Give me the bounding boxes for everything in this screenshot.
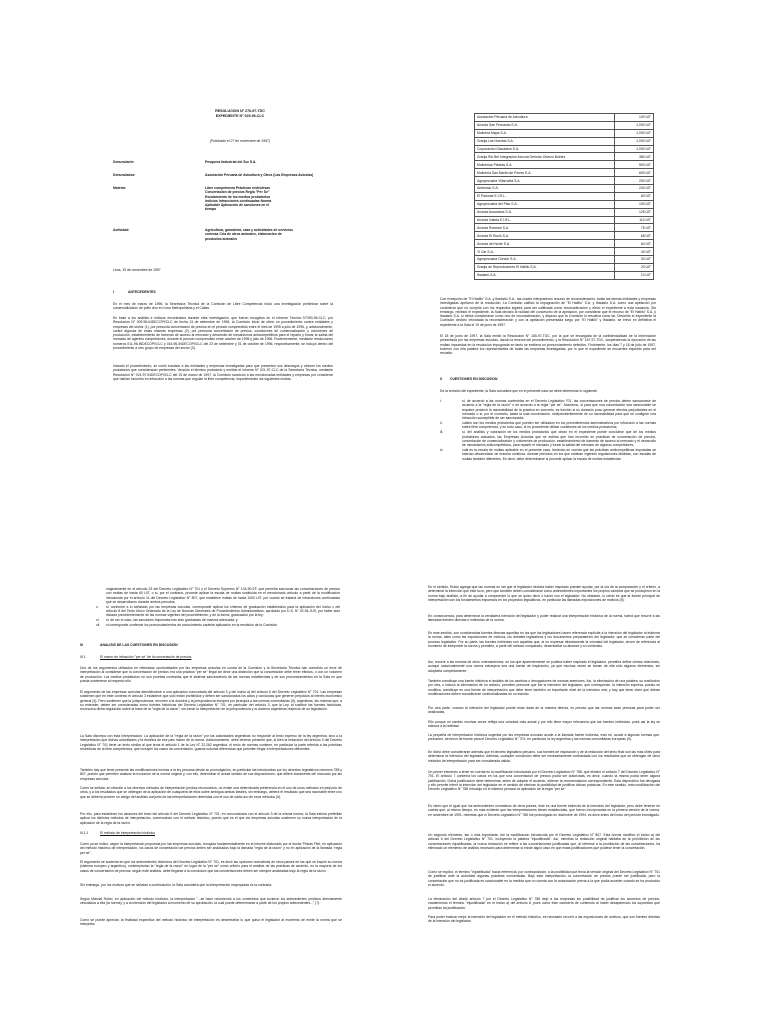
continuation-item-text: si, de ser el caso, las sanciones impuestas han sido graduadas de manera adecuada; y (106, 618, 238, 623)
continuation-item (96, 587, 340, 604)
right-paragraph-7: Ello porque un cambio muchas veces refleja una voluntad más actual y por ello tiene mayor relevancia que las fuentes indirectas, pues así la ley se adecua a la realidad. (428, 720, 660, 729)
fine-amount-cell: 125 UIT (615, 208, 654, 216)
historico-paragraph-1: Como ya se indicó, según la interpretación propuesta por las empresas avícolas, recogida fundamentalmente en el informe elaborado por el doctor Pinkas Flint, en aplicación del método histórico de interpretación, los casos de concertación de precios deben ser analizados bajo la llamada "regla de la razón" y no en aplicación de la llamada "regla per se". (80, 842, 342, 855)
cuestion-item (440, 430, 656, 447)
continuation-item-number: v. (96, 604, 99, 609)
fine-amount-cell: 68 UIT (615, 232, 654, 240)
fines-table-row (475, 256, 654, 264)
analisis-paragraph-4: También hay que tener presente las modificaciones hechas a la ley peruana desde su promulgación, en particular las introducidas por los decretos legislativos números 788 y 807, puesto que permiten analizar la evolución de la norma original y, con ello, determinar el actual sentido de sus disposiciones, que difiere claramente del invocado por las empresas avícolas. (80, 768, 342, 781)
fines-table-row (475, 145, 654, 153)
right-paragraph-2: En consecuencia, para determinar la verdadera intención del legislador y poder realizar una interpretación histórica de la norma, habrá que recurrir a las llamadas fuentes directas e indirectas de la norma. (428, 614, 660, 623)
fines-table-row (475, 169, 654, 177)
info-value-denunciante: Pesquera Industrial del Sur S.A. (205, 160, 257, 164)
company-name-cell: Avícola del Norte S.A. (475, 240, 615, 248)
right-paragraph-3: En este sentido, son consideradas fuentes directas aquellas en las que los legisladores hacen referencia explícita a la intención del legislador al elaborar la norma, tales como las exposiciones de motivos, los debates legislativos y los documentos preparatorios del legislador, que se consideran parte del proceso legislativo. Por su parte, las fuentes indirectas son aquellas que, al no expresar directamente la voluntad del legislador, sirven de referencia al momento de interpretar la norma y permiten, a partir del método comparado, desentrañar su alcance y su contenido. (428, 631, 660, 648)
fines-table-row (475, 129, 654, 137)
fine-amount-cell: 200 UIT (615, 177, 654, 185)
company-name-cell: Granja Rio Bel Integración Avícola Germán Orbezo Bulnes (475, 153, 615, 161)
company-name-cell: Agropecuaria Cóndor S.A. (475, 256, 615, 264)
right-paragraph-11: Es cierto que el igual que los antecedentes normativos de otros países, éste es una fuente indirecta de la intención del legislador, pero debe tenerse en cuenta que, al mismo tiempo, es más evidente que las interpretaciones tienen establecidas, que fueron incorporadas en la primera versión de la norma, en noviembre de 1991, mientras que el Decreto Legislativo N° 788 fue promulgado en diciembre de 1994, es decir antes del inicio del periodo investigado. (428, 804, 660, 817)
section-number-antecedentes: I (113, 290, 114, 294)
company-name-cell: Ambrosio S.A. (475, 185, 615, 193)
continuation-item-text: si corresponde confirmar los pronunciamientos de conocimiento cautelar aplicación en la emulsión de la Comisión. (106, 623, 279, 628)
cuestion-item-text: cuál es la escala de multas aplicable en el presente caso, teniendo en cuenta que las prácticas anticompetitivas imputadas se habrían desarrollado de manera continua, durante períodos en los que estaban vigentes regulaciones distintas, con escalas de multas también diferentes. Es decir, debe determinarse si procede aplicar la escala de multas establecida (462, 448, 656, 461)
company-name-cell: Molinera Mapa S.A. (475, 129, 615, 137)
cuestion-item-number: iv. (440, 448, 444, 453)
company-name-cell: Agropecuaria del Pilar S.A. (475, 200, 615, 208)
cuestion-item-text: si, de acuerdo a las normas contenidas en el Decreto Legislativo 701, las concertaciones de precios deben sancionarse de acuerdo a la "regla de la razón" o de acuerdo a la regla "per se". Asimismo, si para que una concertación sea sancionable se requiere producir la razonabilidad de la práctica en concreto, es función si su duración puso generar efectos perjudiciales en el mercado o si, por el contrario, basta la sola concertación, independientemente de su razonabilidad para que se configure una infracción susceptible de ser sancionada; (462, 399, 656, 421)
right-paragraph-6: Por otra parte, cuando la intención del legislador puede estar dada de la manera directa, es preciso que las normas sean precisas para poder ser analizadas. (428, 706, 660, 715)
company-name-cell: Granja de Reproductores El Hatillo S.A. (475, 263, 615, 271)
fines-table-row (475, 114, 654, 122)
company-name-cell: Granja Las Huertas S.A. (475, 137, 615, 145)
info-label-materia: Materia: (113, 186, 127, 190)
analisis-paragraph-6: Por ello, para establecer los alcances del texto del artículo 6 del Decreto Legislativo N° 701, en concordancia con el artículo 3 de la misma norma, la Sala estima preferible aplicar los distintos métodos de interpretación, comenzando con el método histórico, puesto que es el que los empresas avícolas sostienen su nueva interpretación de la aplicación de la regla de la razón. (80, 812, 342, 825)
fine-amount-cell: 60 UIT (615, 192, 654, 200)
info-label-denunciante: Denunciante: (113, 160, 135, 164)
company-name-cell: Avícola Rosman S.A. (475, 224, 615, 232)
fines-table-row (475, 192, 654, 200)
fines-table-row (475, 161, 654, 169)
right-paragraph-15: Para poder evaluar mejor la intención del legislador en el método histórico, es necesario recurrir a las exposiciones de motivos, que son fuentes directas de la intención del legislador. (428, 915, 660, 924)
fine-amount-cell: 10 UIT (615, 271, 654, 279)
analisis-paragraph-5: Como se señala, en relación a los diversos métodos de interpretación jurídica reconocidos, no existe una determinada preferencia en el uso de unos métodos en perjuicio de otros, y a los resultados que se obtengan de la aplicación de cualquiera de ellos sobre ambigua ambas ideales, sin embargo, deberá el resultado que sea razonable entre uno que se debería proveer un abrigo del análisis conjunto de las interpretaciones obtenidas con el uso de cada uno de esos métodos (6). (80, 786, 343, 799)
right-paragraph-5: También constituye una fuente histórica el análisis de los cambios o derogaciones de normas anteriores. Así, la eliminación de una palabra, su sustitución por otra, o incluso la eliminación de un artículo, permiten presumir que fue la intención del legislador, que corresponde, la intención expresa, puesto se modifica, constituye en una fuente de interpretación que debe tener también un importante nivel de la intención real, y hay que tener claro que dichas modificaciones deben considerarse contextualizadas en su estudio. (428, 679, 660, 696)
right-paragraph-12: Un segundo elemento, tan o más importante, fue la modificación introducida por el Decreto Legislativo N° 807. Esta norma modificó el inciso a) del artículo 6 del Decreto Legislativo N° 701, incluyendo la palabra "injustificada". Así, mientras la redacción original hablaba de la prohibición de las concertaciones injustificadas, la nueva redacción se refiere a las concertaciones justificadas que, al referirse a la prohibición de las concertaciones, ha eliminado un elemento de análisis necesario para determinar si existe algún caso en que estas justificaciones que pudiese tener la concertación. (428, 833, 660, 850)
cuestion-item (440, 399, 656, 420)
info-value-actividad: Agricultura, ganadería, caza y actividades de servicios conexas Cría de otros animales, elaboración de productos animales (205, 228, 294, 241)
fines-table-row (475, 153, 654, 161)
company-name-cell: Avícola Galeta E.I.R.L. (475, 216, 615, 224)
fine-amount-cell: 40 UIT (615, 248, 654, 256)
subsection-number-1-1: III.1.1 (80, 831, 89, 835)
company-name-cell: Agropecuaria Villarrubia S.A. (475, 177, 615, 185)
fines-table-row (475, 271, 654, 279)
cuestion-item (440, 448, 656, 461)
company-name-cell: Avícola San Fernando S.A. (475, 121, 615, 129)
cuestion-item-number: ii. (440, 421, 443, 426)
company-name-cell: Asociación Peruana de Avicultura (475, 114, 615, 122)
right-paragraph-9: En dicho debe considerarse además que el decreto legislativo peruano, sus fuentes de inspiración y de la redacción del texto final son las más útiles para determinar la intención del legislador. Además, cualquier conclusión debe ser necesariamente contrastada con los resultados que se obtengan de otros métodos de interpretación para ser considerada válida. (428, 750, 660, 763)
suspension-paragraph: El 18 de junio de 1997, la Sala emitió la Resolución N° 165-97-TDC, por la que se encargaba de la confidencialidad de la información presentada por las empresas avícolas, dando la reserva del procedimiento, y la Resolución N° 167-97-TDC, suspendiendo la ejecución de las multas impuestas en la resolución impugnada en tanto se emitiera un pronunciamiento definitivo. Finalmente, los días 7 y 16 de julio de 1997, tuvieron con ella palabra los representantes de todas las empresas investigadas, por lo que el expediente se encuentra expedito para ser resuelto. (440, 334, 656, 356)
fines-table-row (475, 248, 654, 256)
fines-table-row (475, 224, 654, 232)
info-value-denunciados: Asociación Peruana de Avicultura y Otros (Las Empresas Avícolas) (205, 173, 314, 177)
cuestiones-list (440, 399, 656, 461)
company-name-cell: Avícola El Roció S.A. (475, 232, 615, 240)
historico-paragraph-4: Según Marcial Rubio, en aplicación del método histórico, la interpretación "...se hace recurriendo a los contenidos que tuvieron los antecedentes jurídicos directamente vinculados a ella (la norma), y a la intención del legislador al momento de su aprobación, la cual puede determinarse a partir de los propios antecedentes..." (7). (80, 897, 342, 906)
subsection-number-1: III.1 (80, 655, 86, 659)
fines-table-row (475, 240, 654, 248)
fine-amount-cell: 75 UIT (615, 224, 654, 232)
info-label-actividad: Actividad: (113, 228, 130, 232)
continuation-item (96, 623, 340, 627)
section-title-cuestiones: CUESTIONES EN DISCUSION (450, 377, 498, 381)
fines-table-row (475, 121, 654, 129)
company-name-cell: Avícola Asociados S.A. (475, 208, 615, 216)
continuation-item-number (96, 587, 106, 604)
company-name-cell: Ibadarlo S.A. (475, 271, 615, 279)
company-name-cell: Molinerías Piedras S.A. (475, 161, 615, 169)
cuestion-item-text: si, del análisis y valoración de los medios probatorios que obran en el expediente puede concluirse que de los medios probatorios actuados, las Empresas Avícolas que se estima que han incurrido en prácticas de concertación de precios, concertación de comercialización y volúmenes de producción, establecimiento de barreras de acceso al mercado y el desarrollo de mecanismos anticompetitivos, para repartir el mercado y forzar la salida del mercado de algunos competidores; (462, 430, 656, 448)
cuestion-item-text: cuáles son los medios probatorios que pueden ser utilizados en los procedimientos administrativos por infracción a las normas sobre libre competencia, y en todo caso, si es procedente utilizar cuestiones de los medios probatorios; (462, 421, 656, 430)
continuation-item-text: si, conforme a lo señalado por las empresas avícolas, corresponde aplicar los criterios de graduación establecidos para la aplicación del inciso c del artículo 8 del Texto Único Ordenado de la Ley de Normas Generales de Procedimientos Administrativos, aprobado por D.S. N° 02-94-JUS, por haber sido dictada precedentemente de las normas vigentes del procedimiento, y de la forma, graduación por la ley; (106, 604, 340, 618)
cuestiones-intro: De la revisión del expediente, la Sala considera que en el presente caso se debe determinar lo siguiente: (440, 389, 598, 393)
analisis-paragraph-1: Uno de los argumentos utilizados en reiteradas oportunidades por las empresas avícolas en contra de la Comisión y la Secretaría Técnica han cometido un error de interpretación al considerar que la concertación de precios era una práctica "per se" ilegal sin decir una distinción que la concertación debe tener efectos, o con un volumen de producción. Los medios probatorios no son pruebas contrarias que el sistema sancionatorio de las normas establecidas y de sus pronunciamientos en la Sala en que pueda sostenerse al respecto ello. (80, 666, 342, 683)
subsection-title-1: El marco de infracción "per se" de la concertación de precios (100, 655, 192, 659)
fines-table-row (475, 263, 654, 271)
fine-amount-cell: 100 UIT (615, 114, 654, 122)
right-paragraph-1: En el sentido, Rubio agrega que las normas en las que el legislador declara haber inspirado pueden ayudar, por la vía de la comparación y el criterio, a determinar la intención que éste tuvo; pero que también deben considerarse como antecedentes importantes los propios cambios que se produjeron en la norma bajo análisis, a fin de ayudar a comprender lo que se quiso decir o hacer con el legislador. No obstante, lo cierto es que la fuente principal de interpretación son los fundamentos expuestos en los proyectos legislativos, en particular las llamadas exposiciones de motivos (8). (428, 585, 660, 602)
info-value-materia: Libre competencia Prácticas restrictivas Concertación de precios Regla "Per Se" Escalamiento de los medios probatorios Indicios Infracciones continuadas Norma Aplicable Aplicación de sanciones en el tiempo (205, 186, 272, 212)
continuation-item-text: originalmente en el artículo 23 del Decreto Legislativo N° 701 y el Decreto Supremo N° 134-90-EF, que permitía sancionar las concertaciones de precios con multas de hasta 60 UIT, o si, por el contrario, procede aplicar la escala de multas sustituida en el mencionado artículo a partir de la modificación introducida por el artículo 11 del Decreto Legislativo N° 807, que establece multas de hasta 1000 UIT, por cuanto se trataría de infracciones continuadas que se desarrollaron durante ambos periodos; (106, 587, 340, 604)
fines-table-row (475, 216, 654, 224)
historico-paragraph-2: El argumento se sustenta en que los antecedentes históricos del Decreto Legislativo N° 701, es decir las opciones normativas de otros países en las que se inspiró su norma (sistema europeo y argentino), contemplarían la "regla de la razón" en lugar de la "per se" como criterio para el análisis de las prácticas de acuerdo, en la mayoría de los casos de concertación de precios; según este análisis, debe llegarse a la conclusión que las concertaciones deben ser siempre analizadas bajo la regla de la razón. (80, 860, 342, 873)
analisis-paragraph-3: La Sala discrepa con esta interpretación. La aplicación de la "regla de la razón" por las autoridades argentinas no responde al texto expreso de la ley argentina, sino a la interpretación que dichas autoridades y la doctrina de ese país hacen de la norma. Adicionalmente, debe tenerse presente que, si bien la redacción del artículo 3 del Decreto Legislativo N° 701 tiene un texto similar al que tenía el artículo 1 de la Ley N° 22.262 argentina, el resto de normas contiene, en particular la parte referida a las prácticas restrictivas de la libre competencia, que incluyen los casos de concertación, guarda notorias diferencias que permiten llegar a interpretaciones diferentes. (80, 734, 342, 751)
fines-table-row (475, 200, 654, 208)
fines-table-row (475, 177, 654, 185)
company-name-cell: El Palomar E.I.R.L. (475, 192, 615, 200)
section-title-analisis: ANALISIS DE LAS CUESTIONES EN DISCUSION (100, 643, 178, 647)
historico-paragraph-3: Sin embargo, por los motivos que se señalan a continuación, la Sala considera que la interpretación inapropiada es la contraria. (80, 883, 273, 887)
right-paragraph-13: Como se explicó, el término "injustificada" hacía referencia, por contraposición, a la posibilidad que tenía la versión original del Decreto Legislativo N° 701 de justificar ante la autoridad algunas prácticas concertadas. Bajo esta interpretación, la concertación de precios puede ser justificada, pero la concertación que no es justificada es sancionable en la medida que no cuenta con la autorización previa a la que podía acceder cuando se ha producido el acuerdo. (428, 870, 660, 887)
company-name-cell: Molinería San Martín de Porres S.A. (475, 169, 615, 177)
fine-amount-cell: 384 UIT (615, 153, 654, 161)
company-name-cell: Corporación Gasolatos S.A. (475, 145, 615, 153)
antecedentes-paragraph-1: En el mes de marzo de 1996, la Secretaría Técnica de la Comisión de Libre Competencia inició una investigación preliminar sobre la comercialización de pollo vivo en Lima Metropolitana y el Callao. (113, 302, 333, 311)
reconsideracion-paragraph: Con excepción de "El Hatillo" S.A. y Ibadarlo S.A., las cuales interpusieron recurso de reconsideración, todas las demás entidades y empresas investigadas apelaron de la resolución. La Comisión calificó la impugnación de "El Hatillo" S.A. y Ibadarlo S.A. como una apelación por considerar que no cumplía con los requisitos legales para ser calificada como reconsideración y elevó el expediente a esta instancia. Sin embargo, recibido el expediente, la Sala declaró la nulidad del concesorio de la apelación, por considerar que el recurso de "El Hatillo" S.A. y Ibadarlo S.A. sí debía considerarse como uno de reconsideración, y dispuso que la Comisión lo resuelva como tal. Devuelto el expediente la Comisión declaró infundada la reconsideración y con la apelación presentada luego por "El Hatillo" y Ibadarlo, se elevó en definitiva el expediente a la Sala el 19 de junio de 1997. (440, 297, 656, 327)
resolution-header (150, 109, 330, 118)
continuation-item (96, 618, 340, 622)
continuation-item (96, 605, 340, 618)
right-paragraph-4: Así, recurrir a las normas de otros ordenamientos, en los que aparentemente se pudiera haber inspirado el legislador, permitirá definir ciertas relaciones, aunque ocasionalmente una norma extranjera sea una fuente de inspiración, ya que muchas veces se toman de ella sólo algunos elementos, sin adoptarla completamente. (428, 660, 660, 673)
fine-amount-cell: 20 UIT (615, 263, 654, 271)
fine-amount-cell: 30 UIT (615, 256, 654, 264)
resolution-number: RESOLUCION N° 276-97-TDC (215, 109, 265, 113)
fine-amount-cell: 1,000 UIT (615, 145, 654, 153)
section-number-analisis: III (80, 643, 83, 647)
publication-date: (Publicado el 27 de noviembre de 1997) (209, 139, 271, 143)
fines-table-row (475, 208, 654, 216)
cuestion-item-number: iii. (440, 430, 444, 435)
fines-table-row (475, 137, 654, 145)
fines-table-row (475, 185, 654, 193)
date-line: Lima, 19 de noviembre de 1997 (113, 268, 161, 272)
continuation-item-number: vi. (96, 618, 100, 623)
historico-paragraph-5: Como se puede apreciar, la finalidad específica del método histórico de interpretación es desentrañar lo que quiso el legislador al momento de emitir la norma que se interpreta. (80, 918, 342, 927)
fine-amount-cell: 1,000 UIT (615, 129, 654, 137)
right-paragraph-8: La pequeña de interpretación histórica sugerida por las empresas avícolas acude a la llamada fuente indirecta, esto es, acude a algunas normas que, presumen, sirvieron de fuente para el Decreto Legislativo N° 701: en particular, la ley argentina y las normas comunitarias europeas (9). (428, 733, 660, 742)
fine-amount-cell: 1,000 UIT (615, 121, 654, 129)
section-title-antecedentes: ANTECEDENTES (128, 290, 156, 294)
continuation-item-number: vii. (96, 623, 101, 628)
right-paragraph-10: Un primer elemento a tener en cuenta es la modificación introducida por el Decreto Legislativo N° 788, que eliminó el artículo 7 del Decreto Legislativo N° 701. El artículo 7 contenía los casos en los que una concertación de precios podía ser autorizada, es decir, cuando la misma podía tener alguna justificación. Dicha justificación debe determinar, antes de adoptar el acuerdo, obtener la recomendación correspondiente. Esta disposición fue derogada y ello permite inferir la intención del legislador en el sentido de eliminar la posibilidad de justificar dichas prácticas. En este sentido, esta modificación del Decreto Legislativo N° 788 introdujo en el sistema peruano la aplicación de la regla "per se". (428, 770, 660, 792)
antecedentes-paragraph-3: Iniciado el procedimiento, se corrió traslado a las entidades y empresas investigadas para que presenten sus descargos y ofrecen los medios probatorios que consideraran pertinentes. Vencido el término probatorio y emitido el Informe N° 021-97-CLC de la Secretaría Técnica, mediante Resolución N° 021-97-INDECOPI/CLC del 19 de marzo de 1997, la Comisión sancionó a las mencionadas entidades y empresas por considerar que habían incurrido en infracción a las normas que regulan la libre competencia, imponiéndoles las siguientes multas. (113, 364, 333, 381)
company-name-cell: Yl Car S.A. (475, 248, 615, 256)
fines-table-row (475, 232, 654, 240)
continuation-list (96, 587, 340, 627)
fine-amount-cell: 64 UIT (615, 240, 654, 248)
info-label-denunciados: Denunciados: (113, 173, 136, 177)
section-number-cuestiones: II (440, 377, 442, 381)
fine-amount-cell: 100 UIT (615, 200, 654, 208)
fine-amount-cell: 1,000 UIT (615, 137, 654, 145)
cuestion-item (440, 421, 656, 430)
fine-amount-cell: 600 UIT (615, 169, 654, 177)
analisis-paragraph-2: El argumento de las empresas avícolas atendiéndose a una aplicación concordada del artículo 3 y del inciso a) del artículo 6 del Decreto Legislativo N° 701. Las empresas sostienen que en este contexto el artículo 3 establece que sólo están prohibidos y deben ser sancionados los actos y conductas que generen perjuicios al interés económico general (4). Pero sostienen que la jurisprudencia, recurren a la doctrina y la jurisprudencia europea por jerarquía a las normas comunitarias (5), argentinas, las mismas que, a su entender, deben ser consideradas como fuentes históricas del Decreto Legislativo N° 701, en particular del artículo 3, que la Ley, al sustituir las fuentes históricas, reconozca dicha regulación sobre la base de la "regla de la razón", sin tomar la interpretación de la jurisprudencia y la doctrina argentinas respecto de su legislación. (80, 690, 342, 712)
fines-table (474, 113, 654, 280)
antecedentes-paragraph-2: En base a los análisis e indicios encontrados durante esta investigación, que fueron recogidos en el Informe Técnico N°090-96-CLC, por Resolución N° 009-96-INDECOPI/CLC de fecha 13 de setiembre de 1996, la Comisión inició de oficio un procedimiento contra entidades y empresas del sector (1), por presunta concertación de precios en el periodo comprendido entre el mes de 1995 a julio de 1996, y, adicionalmente, contra algunas de estas mismas empresas (2), por presunta concertación de precios, condiciones de comercialización y volúmenes de producción, establecimiento de barreras de acceso al mercado y desarrollo de mecanismos anticompetitivos para el reparto y forzar la salida del mercado de agentes competidores, durante el periodo comprendido entre octubre de 1995 y julio de 1996. Posteriormente, mediante resoluciones números 011-96-INDECOPI/CLC y 015-96-INDECOPI/CLC del 23 de setiembre y 01 de octubre de 1996, respectivamente, se incluyó dentro del procedimiento a otro grupo de empresas del sector (3). (113, 316, 333, 351)
cuestion-item-number: i. (440, 399, 442, 403)
fine-amount-cell: 500 UIT (615, 161, 654, 169)
fines-table-body (475, 114, 654, 280)
subsection-title-1-1: El método de interpretación histórico (100, 831, 156, 835)
fine-amount-cell: 240 UIT (615, 185, 654, 193)
expediente-number: EXPEDIENTE N° 029-96-CLC (215, 113, 265, 118)
right-paragraph-14: La eliminación del citado artículo 7 por el Decreto Legislativo N° 788 dejó a las empresas sin posibilidad de justificar los acuerdos de precios, manteniendo el término "injustificada" en el inciso a) del artículo 6, pues como éste carecería de contenido al haber desaparecido los supuestos que permitían tal justificación. (428, 897, 660, 910)
fine-amount-cell: 110 UIT (615, 216, 654, 224)
